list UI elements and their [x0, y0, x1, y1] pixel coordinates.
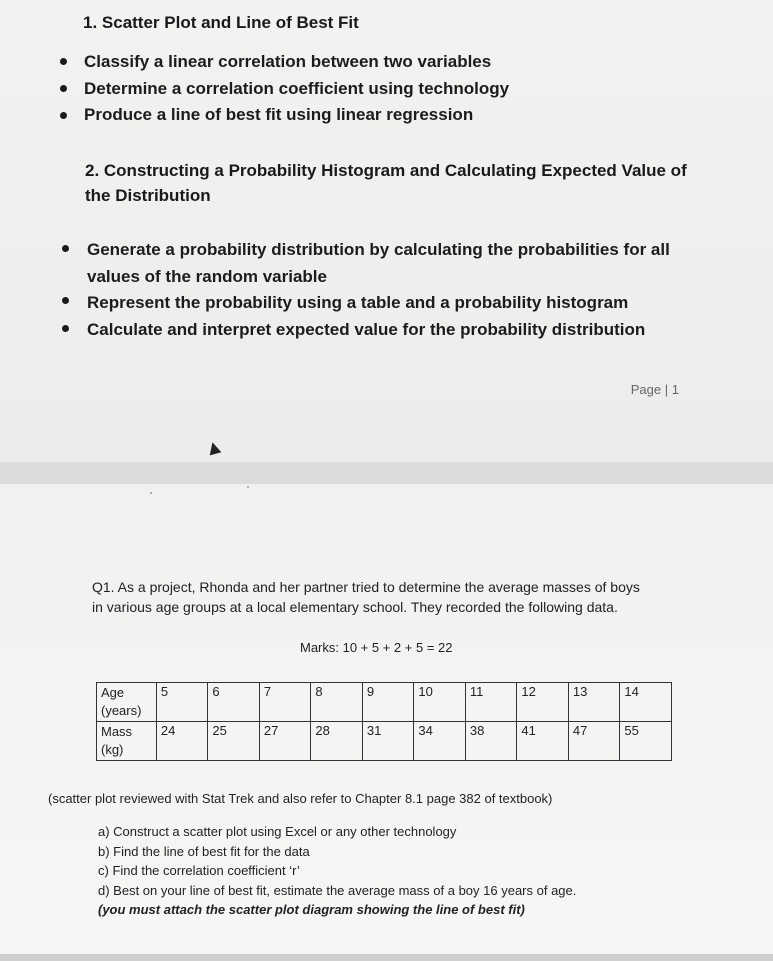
bullet-dot [60, 85, 67, 92]
bullet-item: Calculate and interpret expected value for the probability distribution [87, 319, 646, 339]
section1-bullets [84, 49, 509, 129]
question-parts [98, 822, 576, 920]
table-cell: 38 [465, 722, 517, 761]
section2-heading-line2: the Distribution [85, 186, 211, 205]
table-cell: 8 [311, 683, 363, 722]
part-b: b) Find the line of best fit for the data [98, 843, 310, 859]
table-cell: 13 [568, 683, 620, 722]
page-bottom-edge [0, 954, 773, 961]
table-cell: 31 [362, 722, 414, 761]
marks-label: Marks: 10 + 5 + 2 + 5 = 22 [300, 640, 453, 655]
part-a: a) Construct a scatter plot using Excel or any other technology [98, 824, 457, 839]
section1-heading: 1. Scatter Plot and Line of Best Fit [83, 13, 359, 32]
q1-line2: in various age groups at a local elementary school. They recorded the following data. [92, 599, 618, 615]
bullet-item: Determine a correlation coefficient using technology [84, 78, 510, 98]
bullet-item: Classify a linear correlation between two variables [84, 52, 492, 71]
table-cell: 41 [517, 722, 569, 761]
bullet-item: values of the random variable [87, 266, 327, 286]
reference-note: (scatter plot reviewed with Stat Trek and also refer to Chapter 8.1 page 382 of textbook) [48, 791, 553, 806]
speck [150, 492, 152, 494]
bullet-dot [60, 58, 67, 65]
page-1 [0, 0, 773, 462]
page-separator: | [664, 382, 669, 397]
mass-unit: (kg) [101, 742, 124, 757]
part-d: d) Best on your line of best fit, estimate the average mass of a boy 16 years of age. [98, 882, 577, 898]
mass-label: Mass [101, 724, 133, 739]
bullet-item: Generate a probability distribution by calculating the probabilities for all [87, 240, 670, 259]
table-cell: 6 [208, 683, 260, 722]
bullet-dot [60, 112, 67, 119]
table-cell: 10 [414, 683, 466, 722]
section2-bullets [87, 237, 670, 343]
table-cell: 7 [259, 683, 311, 722]
table-cell: 55 [620, 722, 672, 761]
table-cell: 47 [568, 722, 620, 761]
table-cell: 9 [362, 683, 414, 722]
age-mass-table [96, 682, 672, 761]
table-cell: 34 [414, 722, 466, 761]
bullet-dot [62, 245, 69, 252]
page-number-value: 1 [671, 382, 679, 397]
table-row-age [97, 683, 672, 722]
table-cell: 14 [620, 683, 672, 722]
bullet-dot [62, 325, 69, 332]
section2-heading-line1: 2. Constructing a Probability Histogram and Calculating Expected Value of [85, 161, 687, 180]
table-row-mass [97, 722, 672, 761]
page-label: Page [630, 382, 662, 397]
bullet-item: Represent the probability using a table and a probability histogram [87, 293, 629, 312]
page-number [631, 382, 679, 397]
table-cell: 12 [517, 683, 569, 722]
speck [247, 486, 249, 488]
table-cell: 27 [259, 722, 311, 761]
bullet-item: Produce a line of best fit using linear regression [84, 105, 474, 124]
table-cell: 28 [311, 722, 363, 761]
table-header-cell [97, 683, 157, 722]
q1-line1: Q1. As a project, Rhonda and her partner tried to determine the average masses of boys [92, 579, 640, 595]
table-cell: 11 [465, 683, 517, 722]
page-gap [0, 462, 773, 484]
question-1-text [92, 577, 692, 617]
age-unit: (years) [101, 703, 142, 718]
age-label: Age [101, 685, 125, 700]
table-header-cell [97, 722, 157, 761]
bullet-dot [62, 297, 69, 304]
part-c: c) Find the correlation coefficient ‘r’ [98, 863, 300, 879]
table-cell: 5 [156, 683, 208, 722]
attach-note: (you must attach the scatter plot diagram showing the line of best fit) [98, 902, 525, 918]
table-cell: 25 [208, 722, 260, 761]
table-cell: 24 [156, 722, 208, 761]
mouse-cursor-icon [207, 441, 222, 456]
